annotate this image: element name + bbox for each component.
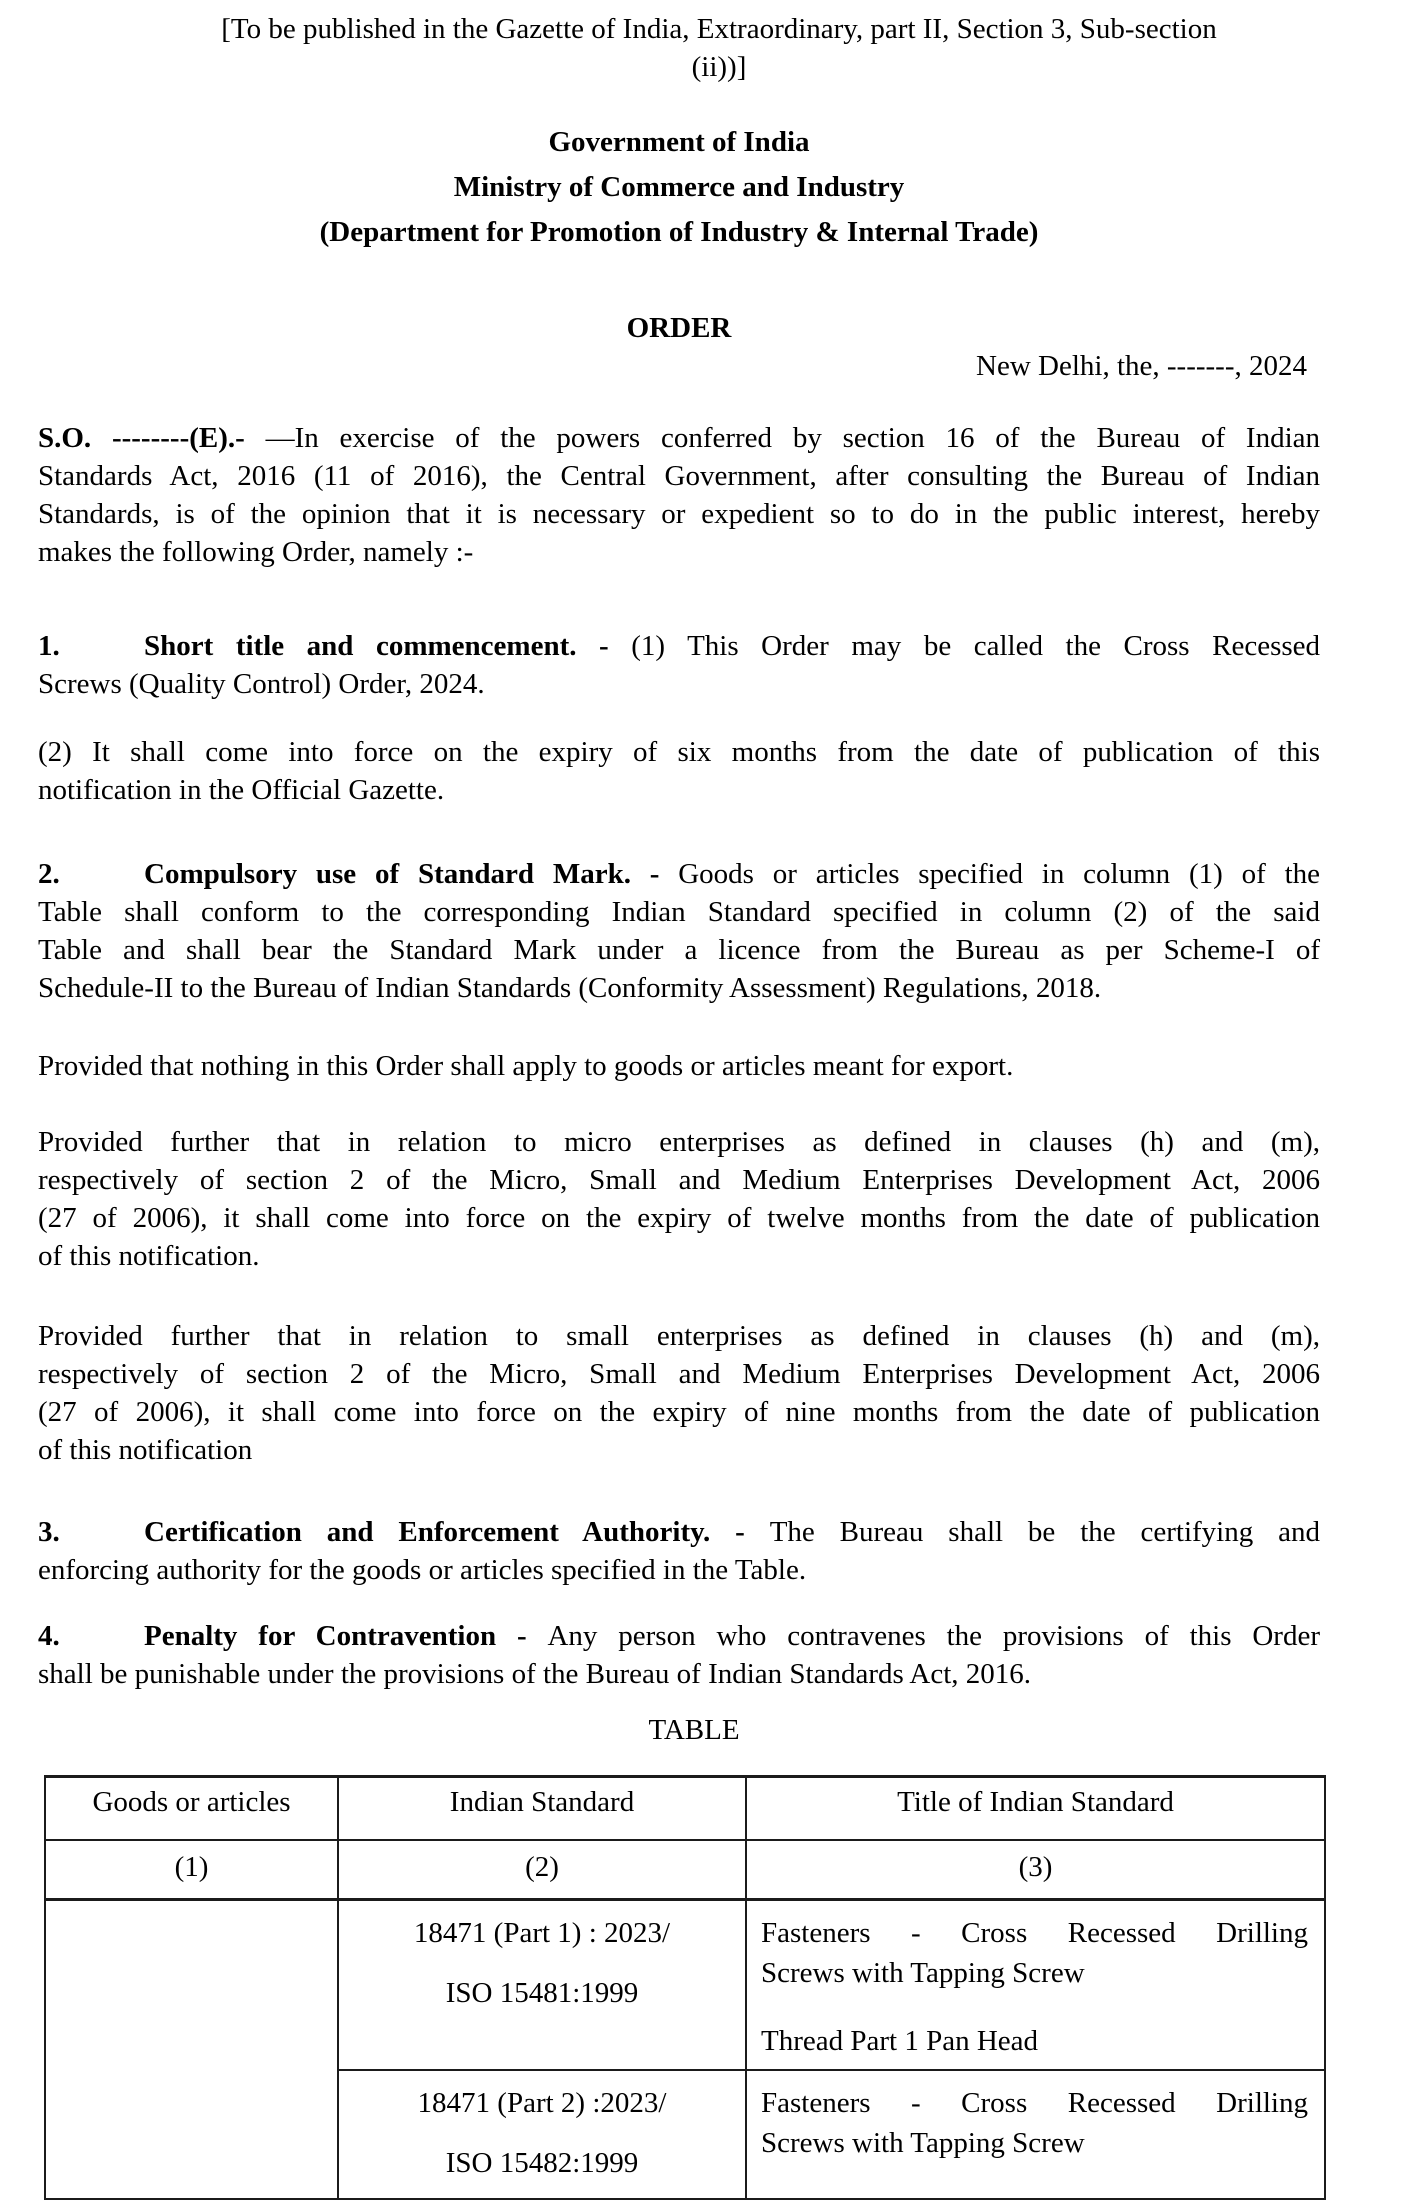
standards-table: [44, 1775, 1326, 2200]
department-heading: (Department for Promotion of Industry & Internal Trade): [319, 216, 1039, 248]
proviso-micro-enterprises: Provided further that in relation to micro enterprises as defined in clauses (h) and (m), respectively of section 2 of the Micro, Small and Medium Enterprises Development Act, 2006 (27 of 2006), it shall come into force on the expiry of twelve months from the date of publication of this notification.: [38, 1126, 1320, 1272]
section-1-number: 1.: [38, 630, 60, 662]
section-2-heading: Compulsory use of Standard Mark. -: [144, 858, 679, 890]
section-2-line1: 2. Compulsory use of Standard Mark. - Goods or articles specified in column (1) of the: [38, 855, 1320, 893]
standard-cell: 18471 (Part 1) : 2023/ ISO 15481:1999: [338, 1900, 746, 2070]
letterhead: [38, 120, 1320, 255]
section-1-heading: Short title and commencement. -: [144, 630, 632, 662]
so-number: S.O. --------(E).-: [38, 422, 266, 454]
colnum-3: (3): [746, 1840, 1325, 1900]
government-heading: Government of India: [548, 126, 810, 158]
header-goods-or-articles: Goods or articles: [45, 1777, 338, 1840]
section-2-standard-mark: 2. Compulsory use of Standard Mark. - Goods or articles specified in column (1) of the Table shall conform to the corresponding Indian Standard specified in column (2) of the said Table and shall bear the Standard Mark under a licence from the Bureau as per Scheme-I of Schedule-II to the Bureau of Indian Standards (Conformity Assessment) Regulations, 2018.: [38, 855, 1320, 1007]
goods-cell-empty: [45, 1900, 338, 2199]
section-1-line1: 1. Short title and commencement. - (1) This Order may be called the Cross Recessed: [38, 627, 1320, 665]
table-header-row: [45, 1777, 1325, 1840]
standard-title-cell: Fasteners - Cross Recessed Drilling Screws with Tapping Screw Thread Part 1 Pan Head: [746, 1900, 1325, 2070]
section-3-certification-authority: 3. Certification and Enforcement Authority. - The Bureau shall be the certifying and enforcing authority for the goods or articles specified in the Table.: [38, 1513, 1320, 1589]
section-2-number: 2.: [38, 858, 60, 890]
header-title-of-indian-standard: Title of Indian Standard: [746, 1777, 1325, 1840]
proviso-export: Provided that nothing in this Order shall apply to goods or articles meant for export.: [38, 1050, 1014, 1082]
proviso-small-enterprises: Provided further that in relation to small enterprises as defined in clauses (h) and (m), respectively of section 2 of the Micro, Small and Medium Enterprises Development Act, 2006 (27 of 2006), it shall come into force on the expiry of nine months from the date of publication of this notification: [38, 1320, 1320, 1466]
section-3-line1: 3. Certification and Enforcement Authority. - The Bureau shall be the certifying and: [38, 1513, 1320, 1551]
gazette-note-line2: (ii))]: [691, 51, 747, 83]
colnum-1: (1): [45, 1840, 338, 1900]
section-4-penalty: 4. Penalty for Contravention - Any person who contravenes the provisions of this Order shall be punishable under the provisions of the Bureau of Indian Standards Act, 2016.: [38, 1617, 1320, 1693]
ministry-heading: Ministry of Commerce and Industry: [453, 171, 905, 203]
table-column-number-row: [45, 1840, 1325, 1900]
so-notification-paragraph: S.O. --------(E).- —In exercise of the powers conferred by section 16 of the Bureau of Indian Standards Act, 2016 (11 of 2016), the Central Government, after consulting the Bureau of Indian Standards, is of the opinion that it is necessary or expedient so to do in the public interest, hereby makes the following Order, namely :-: [38, 419, 1320, 571]
standard-title-cell: Fasteners - Cross Recessed Drilling Screws with Tapping Screw: [746, 2070, 1325, 2199]
section-3-heading: Certification and Enforcement Authority. -: [144, 1516, 770, 1548]
section-3-number: 3.: [38, 1516, 60, 1548]
section-4-line1: 4. Penalty for Contravention - Any person who contravenes the provisions of this Order: [38, 1617, 1320, 1655]
colnum-2: (2): [338, 1840, 746, 1900]
section-1-short-title: 1. Short title and commencement. - (1) This Order may be called the Cross Recessed Screws (Quality Control) Order, 2024.: [38, 627, 1320, 703]
table-row: [45, 1900, 1325, 2070]
section-4-heading: Penalty for Contravention -: [144, 1620, 548, 1652]
table-caption: TABLE: [648, 1714, 740, 1746]
header-indian-standard: Indian Standard: [338, 1777, 746, 1840]
gazette-note-line1: [To be published in the Gazette of India, Extraordinary, part II, Section 3, Sub-section: [221, 13, 1217, 45]
order-heading: ORDER: [626, 312, 732, 344]
clause-2-commencement: (2) It shall come into force on the expiry of six months from the date of publication of this notification in the Official Gazette.: [38, 736, 1320, 806]
gazette-publication-note: [118, 10, 1320, 86]
section-4-number: 4.: [38, 1620, 60, 1652]
standard-cell: 18471 (Part 2) :2023/ ISO 15482:1999: [338, 2070, 746, 2199]
so-line1: S.O. --------(E).- —In exercise of the powers conferred by section 16 of the Bureau of Indian: [38, 422, 1320, 454]
dateline: New Delhi, the, -------, 2024: [976, 350, 1307, 382]
